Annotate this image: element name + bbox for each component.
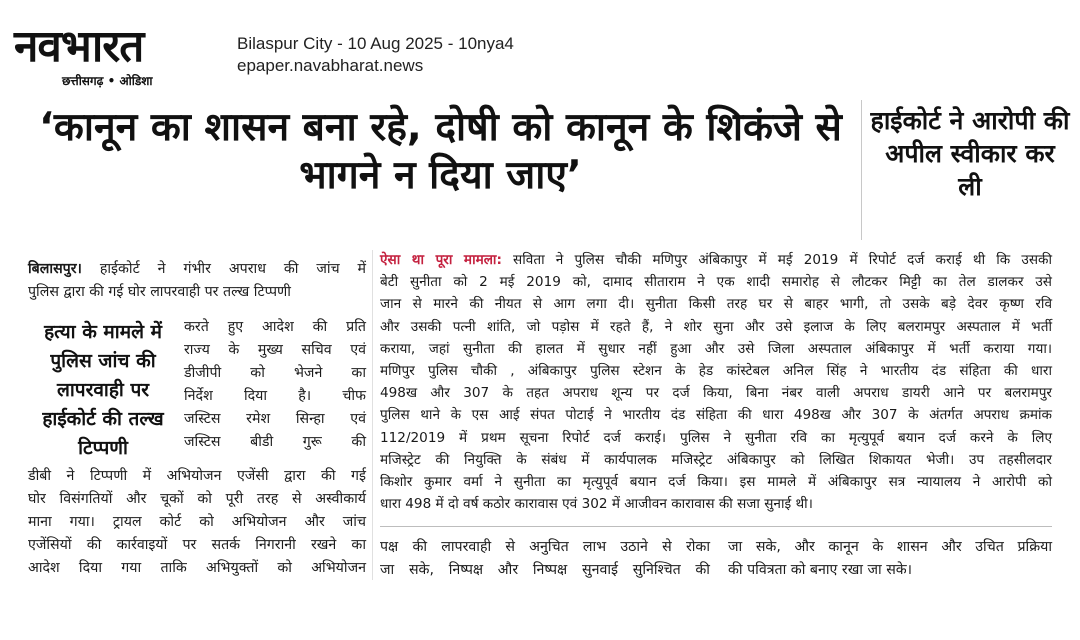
masthead-logo [14, 21, 220, 90]
text-line: डीबी ने टिप्पणी में अभियोजन एजेंसी द्वारा की गई [28, 468, 366, 484]
logo-text: नवभारत [14, 21, 144, 72]
left-column-top [28, 258, 366, 304]
left-column-middle [184, 316, 366, 454]
text-line: जस्टिस बीडी गुरू की [184, 434, 366, 450]
text-line: 498ख और 307 के तहत अपराध शून्य पर दर्ज किया, बिना नंबर वाली अपराध डायरी आने पर बलरामपुर [380, 385, 1052, 402]
text-line-body: सविता ने पुलिस चौकी मणिपुर अंबिकापुर में मई 2019 में रिपोर्ट दर्ज कराई थी कि उसकी [513, 252, 1052, 268]
text-line: और उसकी पत्नी शांति, जो पड़ोस में रहते हैं, ने शोर सुना और उसे इलाज के लिए बलरामपुर अस्पताल में भर्ती [380, 318, 1052, 335]
text-line: आदेश दिया गया ताकि अभियुक्तों को अभियोजन [28, 560, 366, 576]
text-line: 112/2019 में प्रथम सूचना रिपोर्ट दर्ज कराई। पुलिस ने सुनीता रवि का मृत्युपूर्व बयान दर्ज करने के लिए [380, 429, 1052, 446]
text-line: घोर विसंगतियों और चूकों को पूरी तरह से अस्वीकार्य [28, 491, 366, 507]
text-line: जान से मारने की नीयत से आग लगा दी। सुनीता किसी तरह घर से बाहर भागी, तो उसके बड़े देवर कृष्ण रवि [380, 296, 1052, 313]
text-line: पुलिस द्वारा की गई घोर लापरवाही पर तल्ख टिप्पणी [28, 284, 291, 300]
left-column-bottom [28, 465, 366, 580]
text-line: एजेंसियों की कार्रवाइयों पर सतर्क निगरानी रखने का [28, 537, 366, 553]
text-line: किशोर कुमार वर्मा ने सुनीता का मृत्युपूर्व बयान दर्ज किया। इस मामले में अंबिकापुर सत्र न्यायालय ने आरोपी को [380, 474, 1052, 491]
side-headline: हाईकोर्ट ने आरोपी की अपील स्वीकार कर ली [870, 106, 1070, 201]
text-line: जा सके, निष्पक्ष और निष्पक्ष सुनवाई सुनिश्चित की [380, 562, 710, 578]
text-line: निर्देश दिया है। चीफ [184, 388, 366, 404]
headline-divider [861, 100, 862, 240]
text-line: मणिपुर पुलिस चौकी , अंबिकापुर पुलिस स्टेशन के हेड कांस्टेबल अनिल सिंह ने भारतीय दंड संहिता की धारा [380, 363, 1052, 380]
text-line: धारा 498 में दो वर्ष कठोर कारावास एवं 302 में आजीवन कारावास की सजा सुनाई थी। [380, 496, 813, 513]
edition-url: epaper.navabharat.news [237, 56, 424, 75]
text-line: माना गया। ट्रायल कोर्ट को अभियोजन और जांच [28, 514, 366, 530]
right-bottom-column-2 [728, 536, 1052, 582]
logo-subtitle: छत्तीसगढ़ • ओडिशा [62, 74, 153, 88]
text-line: जा सके, और कानून के शासन और उचित प्रक्रिया [728, 539, 1052, 555]
text-line: की पवित्रता को बनाए रखा जा सके। [728, 562, 913, 578]
text-line [28, 258, 366, 281]
edition-line: Bilaspur City - 10 Aug 2025 - 10nya4 [237, 34, 514, 53]
text-line: डीजीपी को भेजने का [184, 365, 366, 381]
text-line: कराया, जहां सुनीता की हालत में सुधार नहीं हुआ और उसे जिला अस्पताल अंबिकापुर में भर्ती कराया गया। [380, 340, 1052, 357]
case-background-column [380, 249, 1052, 515]
text-line-body: हाईकोर्ट ने गंभीर अपराध की जांच में [99, 261, 366, 277]
article-headline: ‘कानून का शासन बना रहे, दोषी को कानून के शिकंजे से भागने न दिया जाए’ [39, 105, 842, 198]
text-line [380, 249, 1052, 271]
text-line: बेटी सुनीता को 2 मई 2019 को, दामाद सीताराम ने एक शादी समारोह से लौटकर मिट्टी का तेल डालकर उसे [380, 274, 1052, 291]
dateline: बिलासपुर। [28, 261, 82, 277]
text-line: पक्ष की लापरवाही से अनुचित लाभ उठाने से रोका [380, 539, 710, 555]
sub-headline: हत्या के मामले में पुलिस जांच की लापरवाही पर हाईकोर्ट की तल्ख टिप्पणी [42, 321, 164, 459]
column-divider [372, 250, 373, 580]
text-line: मजिस्ट्रेट की नियुक्ति के संबंध में कार्यपालक मजिस्ट्रेट अंबिकापुर को लिखित शिकायत भेजी। उप तहसीलदार [380, 451, 1052, 468]
edition-info [237, 33, 514, 77]
kicker-label: ऐसा था पूरा मामला: [380, 252, 502, 268]
right-bottom-column-1 [380, 536, 710, 582]
text-line: जस्टिस रमेश सिन्हा एवं [184, 411, 366, 427]
section-divider [380, 526, 1052, 527]
text-line: पुलिस थाने के एस आई संपत पोटाई ने भारतीय दंड संहिता की धारा 498ख और 307 के अंतर्गत अपराध क्रमांक [380, 407, 1052, 424]
text-line: करते हुए आदेश की प्रति [184, 319, 366, 335]
text-line: राज्य के मुख्य सचिव एवं [184, 342, 366, 358]
